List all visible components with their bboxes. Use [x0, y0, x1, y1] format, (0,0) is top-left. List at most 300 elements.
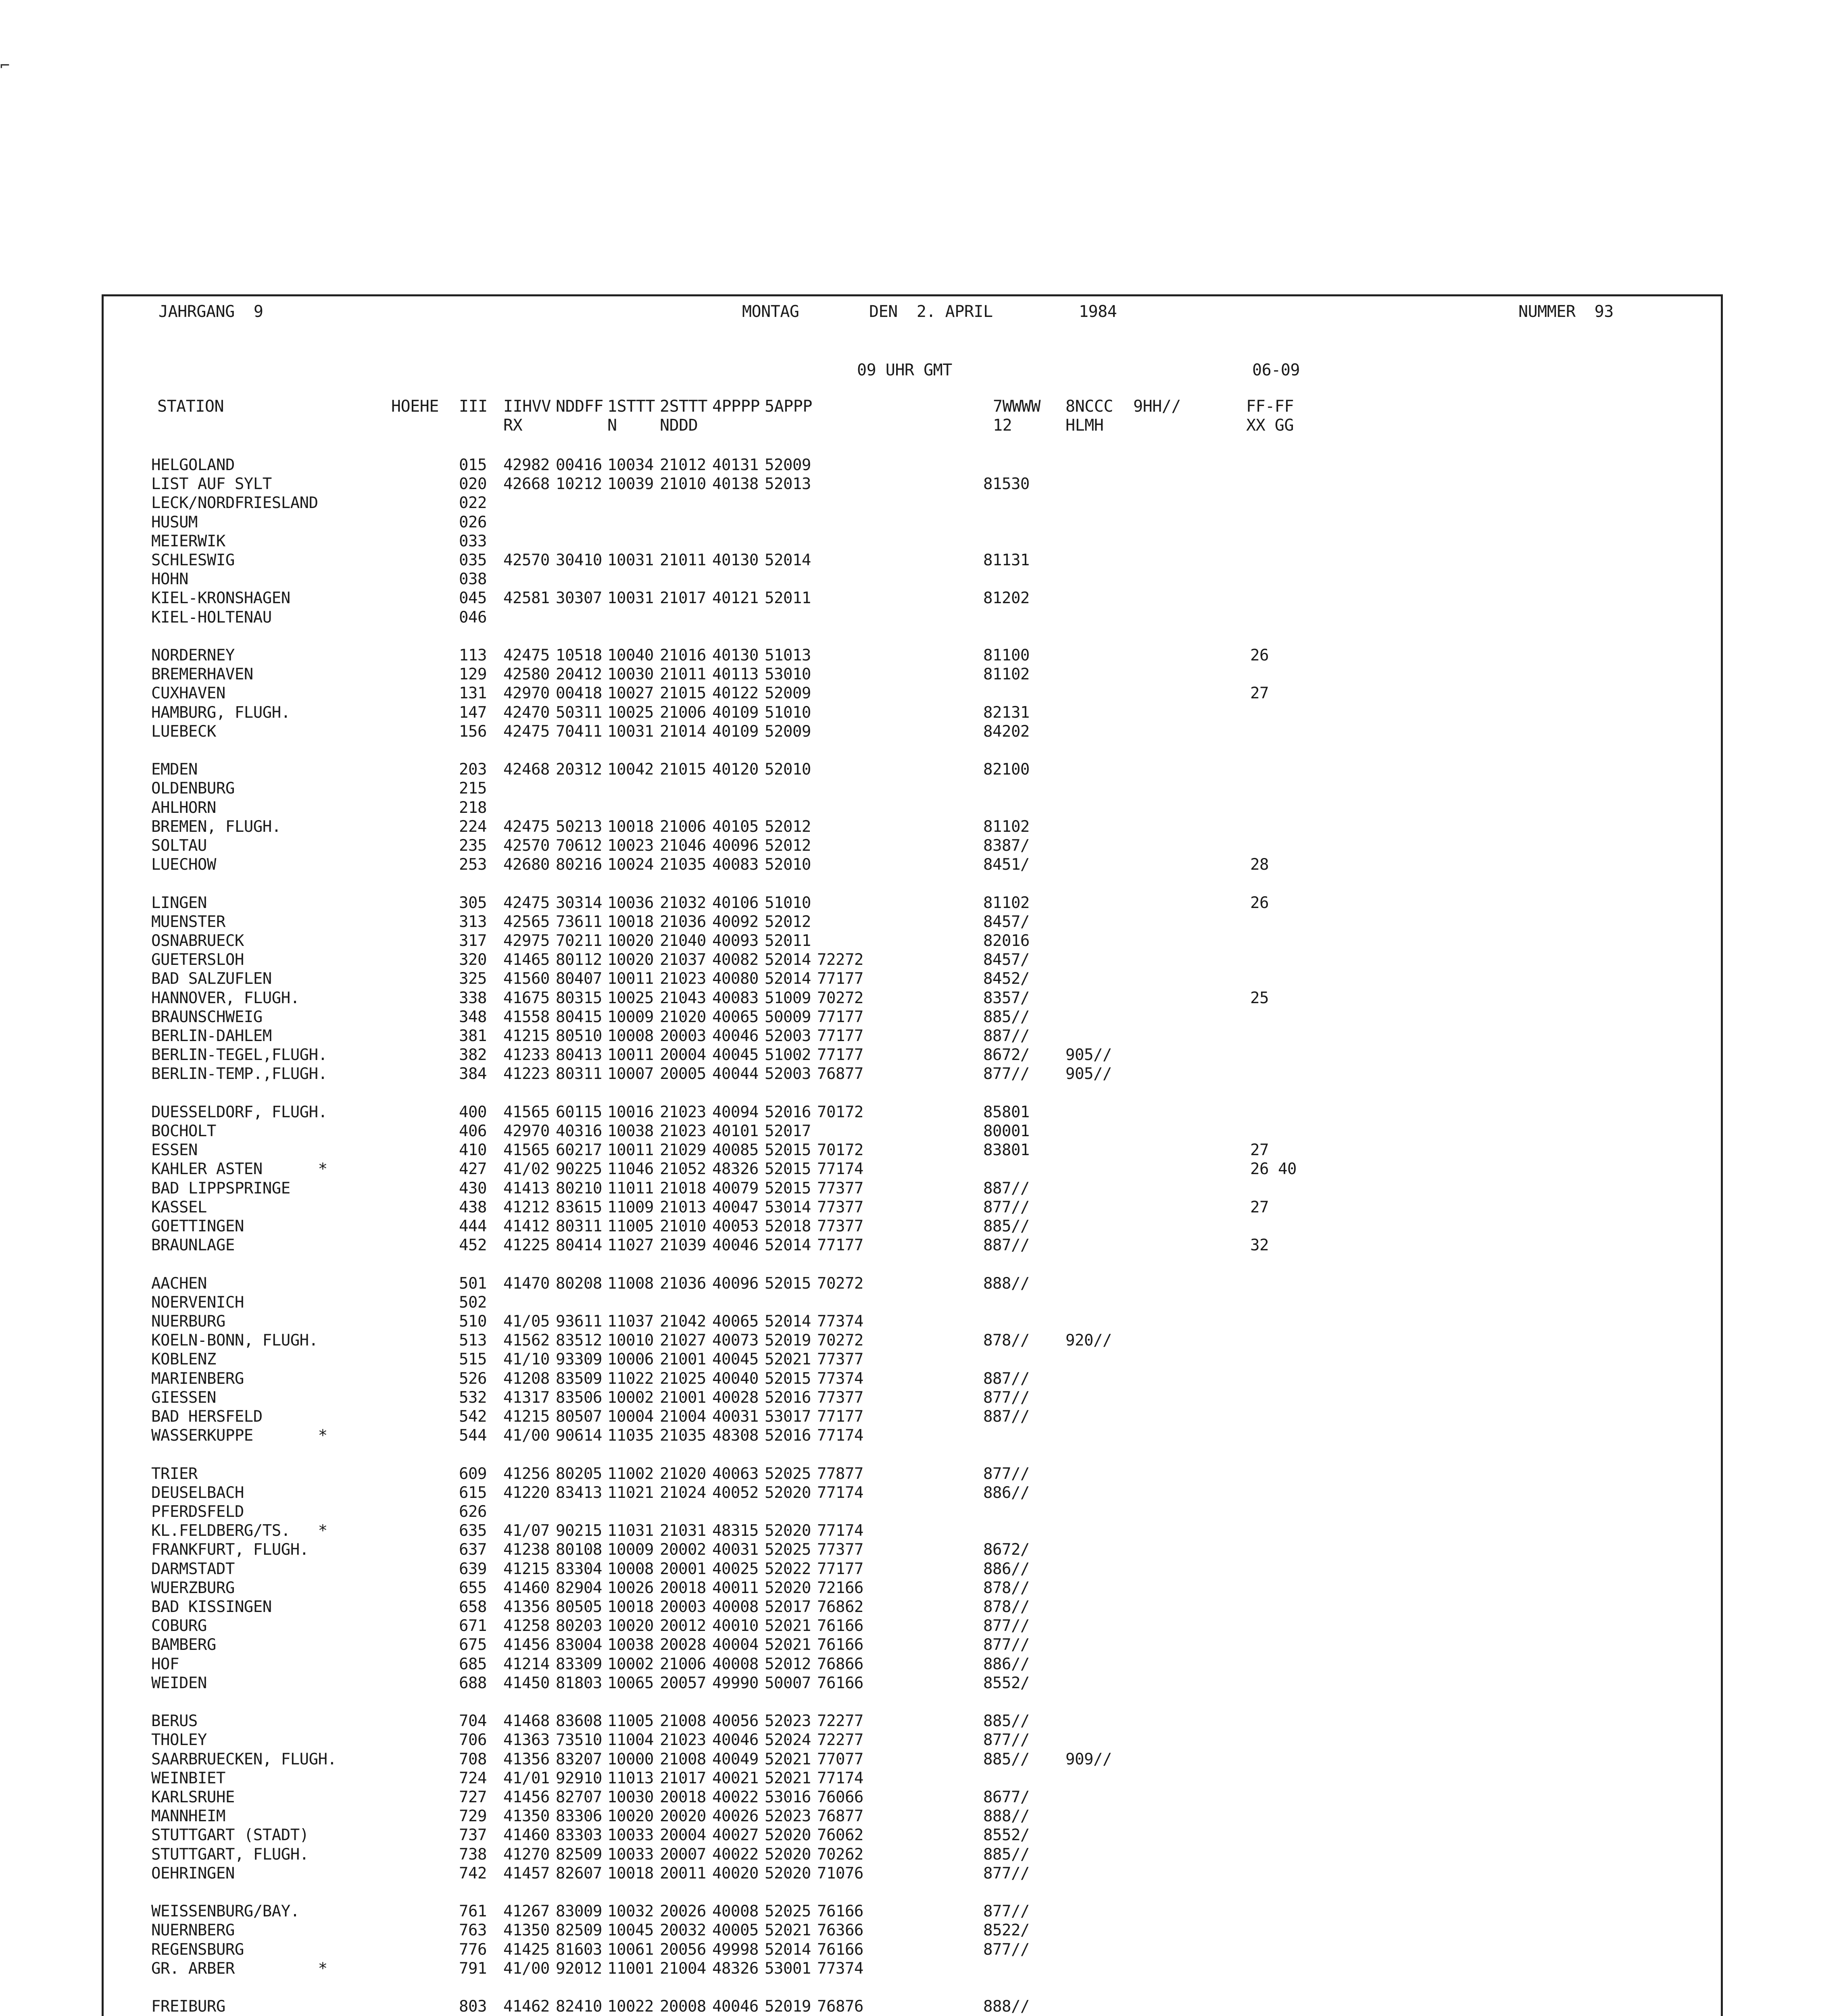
station-name: MEIERWIK [151, 532, 225, 550]
table-cell: 10212 [556, 475, 602, 493]
table-cell: 41256 [503, 1465, 550, 1483]
table-cell: 73611 [556, 913, 602, 931]
station-name: BREMEN, FLUGH. [151, 818, 281, 836]
table-cell: 83615 [556, 1198, 602, 1216]
table-cell: 60115 [556, 1103, 602, 1121]
table-cell: 26 40 [1250, 1160, 1297, 1178]
table-cell: 52021 [765, 1350, 811, 1368]
table-cell: 8677/ [983, 1788, 1030, 1806]
table-cell: 76062 [817, 1826, 863, 1844]
table-cell: 52009 [765, 723, 811, 741]
table-cell: 32 [1250, 1236, 1269, 1254]
table-cell: 21042 [660, 1312, 706, 1331]
table-cell: 886// [983, 1484, 1030, 1502]
table-cell: 52009 [765, 456, 811, 474]
observation-time: 09 UHR GMT [857, 361, 952, 379]
table-cell: 877// [983, 1198, 1030, 1216]
table-cell: 026 [459, 513, 487, 531]
table-cell: 909// [1065, 1750, 1112, 1768]
table-cell: 41565 [503, 1141, 550, 1159]
table-cell: 20003 [660, 1598, 706, 1616]
col-header: 4PPPP [712, 397, 760, 416]
table-cell: 40079 [712, 1179, 759, 1198]
table-cell: 382 [459, 1046, 487, 1064]
table-cell: 637 [459, 1541, 487, 1559]
table-cell: 83304 [556, 1560, 602, 1578]
table-cell: 10020 [607, 1807, 654, 1825]
table-cell: 655 [459, 1579, 487, 1597]
station-name: KOBLENZ [151, 1350, 216, 1368]
table-cell: 776 [459, 1941, 487, 1959]
table-cell: 40065 [712, 1312, 759, 1331]
table-cell: 40046 [712, 1236, 759, 1254]
table-cell: 52020 [765, 1484, 811, 1502]
table-cell: 77177 [817, 1408, 863, 1426]
table-cell: 82607 [556, 1864, 602, 1883]
station-name: WEISSENBURG/BAY. [151, 1902, 300, 1920]
table-cell: 40053 [712, 1217, 759, 1235]
table-cell: 40008 [712, 1598, 759, 1616]
station-name: LIST AUF SYLT [151, 475, 272, 493]
station-name: OSNABRUECK [151, 932, 244, 950]
table-cell: 42580 [503, 665, 550, 683]
table-cell: 76166 [817, 1636, 863, 1654]
table-cell: 8552/ [983, 1674, 1030, 1692]
table-cell: 878// [983, 1579, 1030, 1597]
table-cell: 28 [1250, 856, 1269, 874]
table-cell: 21023 [660, 1731, 706, 1749]
col-header: NDDFF [556, 397, 603, 416]
station-name: BAD LIPPSPRINGE [151, 1179, 290, 1198]
table-cell: 30410 [556, 551, 602, 569]
table-cell: 77377 [817, 1179, 863, 1198]
table-cell: 015 [459, 456, 487, 474]
table-cell: 877// [983, 1389, 1030, 1407]
table-cell: 85801 [983, 1103, 1030, 1121]
table-cell: 542 [459, 1408, 487, 1426]
station-name: PFERDSFELD [151, 1503, 244, 1521]
table-cell: 40022 [712, 1845, 759, 1864]
table-cell: 724 [459, 1769, 487, 1787]
table-cell: 878// [983, 1331, 1030, 1350]
table-cell: 40083 [712, 989, 759, 1007]
col-subheader: NDDD [660, 416, 698, 435]
table-cell: 52023 [765, 1712, 811, 1730]
table-cell: 52021 [765, 1769, 811, 1787]
station-name: EMDEN [151, 760, 198, 779]
station-name: WUERZBURG [151, 1579, 235, 1597]
table-cell: 21036 [660, 1275, 706, 1293]
table-cell: 218 [459, 799, 487, 817]
table-cell: 81102 [983, 665, 1030, 683]
table-cell: 11022 [607, 1370, 654, 1388]
table-cell: 52021 [765, 1636, 811, 1654]
table-cell: 320 [459, 951, 487, 969]
table-cell: 20007 [660, 1845, 706, 1864]
table-cell: 21023 [660, 970, 706, 988]
table-cell: 877// [983, 1731, 1030, 1749]
station-name: LINGEN [151, 894, 207, 912]
table-cell: 77877 [817, 1465, 863, 1483]
table-cell: 83009 [556, 1902, 602, 1920]
table-cell: 76166 [817, 1941, 863, 1959]
table-cell: 035 [459, 551, 487, 569]
table-cell: 40130 [712, 551, 759, 569]
table-cell: 10009 [607, 1008, 654, 1026]
table-cell: 21029 [660, 1141, 706, 1159]
table-cell: 77177 [817, 1008, 863, 1026]
table-cell: 51009 [765, 989, 811, 1007]
table-cell: 21039 [660, 1236, 706, 1254]
table-cell: 76366 [817, 1921, 863, 1939]
table-cell: 27 [1250, 1198, 1269, 1216]
table-cell: 40122 [712, 684, 759, 702]
table-cell: 430 [459, 1179, 487, 1198]
table-cell: 80205 [556, 1465, 602, 1483]
table-cell: 41/07 [503, 1522, 550, 1540]
table-cell: 21024 [660, 1484, 706, 1502]
table-cell: 10020 [607, 932, 654, 950]
table-cell: 215 [459, 779, 487, 798]
table-cell: 42970 [503, 1122, 550, 1140]
table-cell: 21032 [660, 894, 706, 912]
table-cell: 21004 [660, 1408, 706, 1426]
table-cell: 10045 [607, 1921, 654, 1939]
table-cell: 885// [983, 1217, 1030, 1235]
table-cell: 11013 [607, 1769, 654, 1787]
table-cell: 81102 [983, 818, 1030, 836]
col-subheader: 12 [993, 416, 1012, 435]
table-cell: 52019 [765, 1331, 811, 1350]
station-name: OLDENBURG [151, 779, 235, 798]
table-cell: 52015 [765, 1160, 811, 1178]
table-cell: 887// [983, 1236, 1030, 1254]
table-cell: 41450 [503, 1674, 550, 1692]
table-cell: 80203 [556, 1617, 602, 1635]
table-cell: 42565 [503, 913, 550, 931]
station-name: NOERVENICH [151, 1293, 244, 1312]
table-cell: 53014 [765, 1198, 811, 1216]
table-cell: 885// [983, 1750, 1030, 1768]
table-cell: 41468 [503, 1712, 550, 1730]
table-cell: 50213 [556, 818, 602, 836]
table-cell: 877// [983, 1864, 1030, 1883]
table-cell: 40093 [712, 932, 759, 950]
table-cell: 42475 [503, 646, 550, 664]
table-cell: 41456 [503, 1636, 550, 1654]
table-cell: 40105 [712, 818, 759, 836]
station-name: SAARBRUECKEN, FLUGH. [151, 1750, 337, 1768]
table-cell: 41/05 [503, 1312, 550, 1331]
table-cell: 21014 [660, 723, 706, 741]
table-cell: 8357/ [983, 989, 1030, 1007]
table-cell: 526 [459, 1370, 487, 1388]
table-cell: 40046 [712, 1027, 759, 1045]
table-cell: 21020 [660, 1008, 706, 1026]
table-cell: 42668 [503, 475, 550, 493]
table-cell: 203 [459, 760, 487, 779]
table-cell: 52011 [765, 589, 811, 607]
table-cell: 80510 [556, 1027, 602, 1045]
table-cell: 11005 [607, 1712, 654, 1730]
table-cell: 11027 [607, 1236, 654, 1254]
table-cell: 70211 [556, 932, 602, 950]
station-name: BAD SALZUFLEN [151, 970, 272, 988]
station-name: WEINBIET [151, 1769, 225, 1787]
table-cell: 30314 [556, 894, 602, 912]
table-cell: 52015 [765, 1275, 811, 1293]
station-name: FRANKFURT, FLUGH. [151, 1541, 309, 1559]
table-cell: 21006 [660, 1655, 706, 1673]
col-station: STATION [157, 397, 224, 416]
table-cell: 41413 [503, 1179, 550, 1198]
table-cell: 81102 [983, 894, 1030, 912]
table-cell: 10024 [607, 856, 654, 874]
table-cell: 52025 [765, 1902, 811, 1920]
table-cell: 52015 [765, 1141, 811, 1159]
table-cell: 73510 [556, 1731, 602, 1749]
table-cell: 313 [459, 913, 487, 931]
table-cell: 40031 [712, 1408, 759, 1426]
table-cell: 42581 [503, 589, 550, 607]
station-name: HUSUM [151, 513, 198, 531]
station-name: HELGOLAND [151, 456, 235, 474]
table-cell: 72272 [817, 951, 863, 969]
station-name: KOELN-BONN, FLUGH. [151, 1331, 318, 1350]
table-cell: 42570 [503, 551, 550, 569]
table-cell: 10020 [607, 1617, 654, 1635]
table-cell: 80311 [556, 1217, 602, 1235]
table-cell: 52017 [765, 1122, 811, 1140]
table-cell: 10016 [607, 1103, 654, 1121]
col-header: 9HH// [1133, 397, 1181, 416]
table-cell: 8451/ [983, 856, 1030, 874]
table-cell: 41215 [503, 1560, 550, 1578]
table-cell: 21035 [660, 856, 706, 874]
table-cell: 40008 [712, 1655, 759, 1673]
table-cell: 10031 [607, 551, 654, 569]
table-cell: 10025 [607, 704, 654, 722]
table-cell: 763 [459, 1921, 487, 1939]
table-cell: 77077 [817, 1750, 863, 1768]
table-cell: 21015 [660, 760, 706, 779]
table-cell: 41565 [503, 1103, 550, 1121]
table-cell: 658 [459, 1598, 487, 1616]
table-cell: 046 [459, 608, 487, 627]
table-cell: 40121 [712, 589, 759, 607]
table-cell: 52009 [765, 684, 811, 702]
table-cell: 80108 [556, 1541, 602, 1559]
table-cell: 77174 [817, 1769, 863, 1787]
table-cell: 20026 [660, 1902, 706, 1920]
table-cell: 40010 [712, 1617, 759, 1635]
station-name: WEIDEN [151, 1674, 207, 1692]
station-name: KIEL-HOLTENAU [151, 608, 272, 627]
table-cell: 20057 [660, 1674, 706, 1692]
table-cell: 52016 [765, 1103, 811, 1121]
station-name: KIEL-KRONSHAGEN [151, 589, 290, 607]
table-cell: 81803 [556, 1674, 602, 1692]
table-cell: 41350 [503, 1921, 550, 1939]
table-cell: 886// [983, 1655, 1030, 1673]
table-cell: 70172 [817, 1103, 863, 1121]
station-name: MANNHEIM [151, 1807, 225, 1825]
table-cell: 81202 [983, 589, 1030, 607]
table-cell: 00416 [556, 456, 602, 474]
table-cell: 21001 [660, 1350, 706, 1368]
table-cell: 40096 [712, 837, 759, 855]
table-cell: 52020 [765, 1864, 811, 1883]
table-cell: 52021 [765, 1617, 811, 1635]
table-cell: 80415 [556, 1008, 602, 1026]
table-cell: 41560 [503, 970, 550, 988]
station-name: LUECHOW [151, 856, 216, 874]
table-cell: 8672/ [983, 1541, 1030, 1559]
table-cell: 685 [459, 1655, 487, 1673]
table-cell: 40316 [556, 1122, 602, 1140]
table-cell: 52012 [765, 1655, 811, 1673]
table-cell: 21006 [660, 818, 706, 836]
table-cell: 452 [459, 1236, 487, 1254]
table-cell: 21020 [660, 1465, 706, 1483]
table-cell: 20011 [660, 1864, 706, 1883]
col-subheader: RX [503, 416, 523, 435]
table-cell: 60217 [556, 1141, 602, 1159]
table-cell: 41215 [503, 1408, 550, 1426]
table-cell: 532 [459, 1389, 487, 1407]
table-cell: 40026 [712, 1807, 759, 1825]
table-cell: 11002 [607, 1465, 654, 1483]
table-cell: 52019 [765, 1997, 811, 2016]
table-cell: 10018 [607, 1864, 654, 1883]
table-cell: 21010 [660, 475, 706, 493]
table-cell: 10000 [607, 1750, 654, 1768]
table-cell: 52020 [765, 1579, 811, 1597]
table-cell: 8387/ [983, 837, 1030, 855]
table-cell: 52012 [765, 818, 811, 836]
table-cell: 40063 [712, 1465, 759, 1483]
table-cell: 50009 [765, 1008, 811, 1026]
table-cell: 41212 [503, 1198, 550, 1216]
table-cell: 325 [459, 970, 487, 988]
table-cell: 21015 [660, 684, 706, 702]
table-cell: 671 [459, 1617, 487, 1635]
table-cell: 10008 [607, 1027, 654, 1045]
table-cell: 82707 [556, 1788, 602, 1806]
table-cell: 83509 [556, 1370, 602, 1388]
table-cell: 10033 [607, 1845, 654, 1864]
table-cell: 10030 [607, 665, 654, 683]
table-cell: 888// [983, 1997, 1030, 2016]
table-cell: 92910 [556, 1769, 602, 1787]
table-cell: 40130 [712, 646, 759, 664]
station-name: AACHEN [151, 1275, 207, 1293]
col-subheader: N [607, 416, 617, 435]
col-header: 8NCCC [1065, 397, 1113, 416]
table-cell: 40045 [712, 1350, 759, 1368]
table-cell: 42570 [503, 837, 550, 855]
table-cell: 41356 [503, 1750, 550, 1768]
col-header: IIHVV [503, 397, 551, 416]
table-cell: 888// [983, 1807, 1030, 1825]
table-cell: 52022 [765, 1560, 811, 1578]
table-cell: 10010 [607, 1331, 654, 1350]
table-cell: 82904 [556, 1579, 602, 1597]
table-cell: 738 [459, 1845, 487, 1864]
table-cell: 21012 [660, 456, 706, 474]
table-cell: 11008 [607, 1275, 654, 1293]
table-cell: 27 [1250, 1141, 1269, 1159]
table-cell: 40027 [712, 1826, 759, 1844]
station-name: HOHN [151, 570, 188, 588]
table-cell: 877// [983, 1902, 1030, 1920]
table-cell: 21037 [660, 951, 706, 969]
table-cell: 41225 [503, 1236, 550, 1254]
table-cell: 20002 [660, 1541, 706, 1559]
table-cell: 675 [459, 1636, 487, 1654]
table-cell: 52023 [765, 1807, 811, 1825]
table-cell: 544 [459, 1427, 487, 1445]
table-cell: 21017 [660, 589, 706, 607]
table-cell: 41267 [503, 1902, 550, 1920]
table-cell: 83309 [556, 1655, 602, 1673]
station-name: BRAUNLAGE [151, 1236, 235, 1254]
table-cell: 42970 [503, 684, 550, 702]
table-cell: 8457/ [983, 913, 1030, 931]
table-cell: 77377 [817, 1217, 863, 1235]
table-cell: 40022 [712, 1788, 759, 1806]
table-cell: 10004 [607, 1408, 654, 1426]
station-name: SOLTAU [151, 837, 207, 855]
table-cell: 52024 [765, 1731, 811, 1749]
table-cell: 42975 [503, 932, 550, 950]
station-name: KARLSRUHE [151, 1788, 235, 1806]
table-cell: 83506 [556, 1389, 602, 1407]
table-cell: 52014 [765, 951, 811, 969]
issue-number: NUMMER 93 [1518, 302, 1614, 321]
table-cell: 49990 [712, 1674, 759, 1692]
table-cell: 41/01 [503, 1769, 550, 1787]
table-cell: 887// [983, 1179, 1030, 1198]
col-header: FF-FF [1246, 397, 1294, 416]
jahrgang: JAHRGANG 9 [158, 302, 263, 321]
station-name: LUEBECK [151, 723, 216, 741]
station-name: OEHRINGEN [151, 1864, 235, 1883]
table-cell: 21006 [660, 704, 706, 722]
station-name: NUERBURG [151, 1312, 225, 1331]
table-cell: 77377 [817, 1350, 863, 1368]
table-cell: 41470 [503, 1275, 550, 1293]
table-cell: 10040 [607, 646, 654, 664]
table-cell: 70262 [817, 1845, 863, 1864]
table-cell: 82016 [983, 932, 1030, 950]
table-cell: 21008 [660, 1750, 706, 1768]
table-cell: 21036 [660, 913, 706, 931]
table-cell: 52003 [765, 1065, 811, 1083]
table-cell: 877// [983, 1065, 1030, 1083]
table-cell: 49998 [712, 1941, 759, 1959]
table-cell: 20005 [660, 1065, 706, 1083]
table-cell: 53016 [765, 1788, 811, 1806]
table-cell: 77377 [817, 1389, 863, 1407]
table-cell: 50311 [556, 704, 602, 722]
table-cell: 70272 [817, 1275, 863, 1293]
table-cell: 400 [459, 1103, 487, 1121]
table-cell: 52025 [765, 1465, 811, 1483]
station-name: BERLIN-DAHLEM [151, 1027, 272, 1045]
table-cell: 00418 [556, 684, 602, 702]
table-cell: 82131 [983, 704, 1030, 722]
